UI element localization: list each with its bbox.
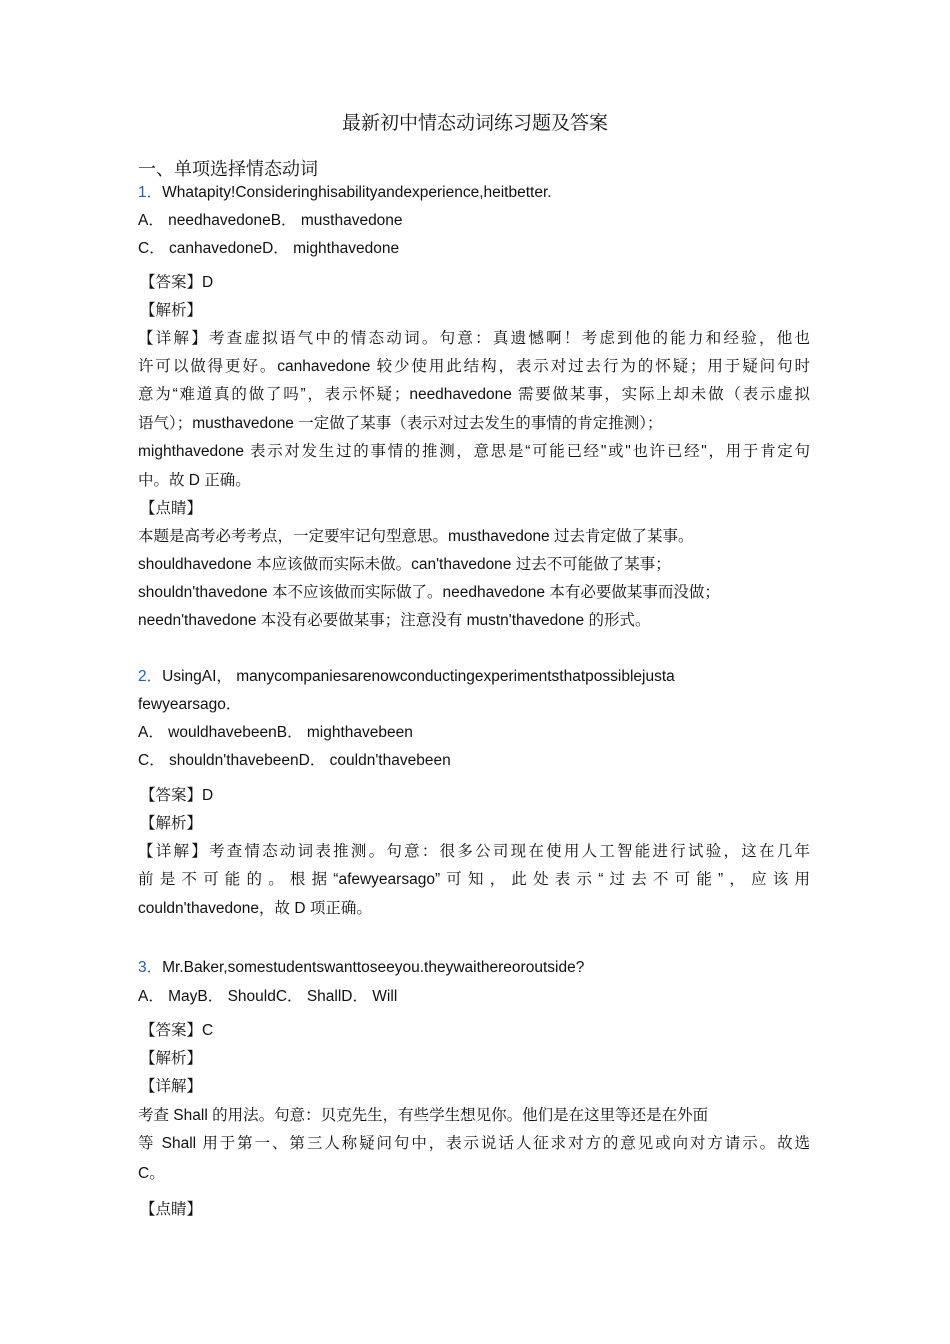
question-3-detail-line: C。 [138, 1165, 165, 1182]
question-3-stem [138, 958, 584, 978]
question-1-analysis-label: 【解析】 [140, 302, 203, 319]
question-1-detail-line: 【详解】考查虚拟语气中的情态动词。句意：真遗憾啊！考虑到他的能力和经验，他也 [138, 330, 810, 347]
question-2-answer: 【答案】D [140, 787, 214, 804]
question-1-tip-line: shouldhavedone 本应该做而实际未做。can'thavedone 过去不可能做了某事； [138, 556, 671, 573]
question-1-options-cd: C． canhavedoneD． mighthavedone [138, 240, 400, 257]
question-2-options-ab: A． wouldhavebeenB． mighthavebeen [138, 724, 413, 741]
question-2-detail-line: 【详解】考查情态动词表推测。句意：很多公司现在使用人工智能进行试验，这在几年 [138, 843, 810, 860]
question-3-detail-line: 考查 Shall 的用法。句意：贝克先生，有些学生想见你。他们是在这里等还是在外面 [138, 1107, 709, 1124]
question-3-answer: 【答案】C [140, 1022, 214, 1039]
question-1-tip-line: 本题是高考必考考点，一定要牢记句型意思。musthavedone 过去肯定做了某事。 [138, 528, 694, 545]
question-1-detail-line: 语气）；musthavedone 一定做了某事（表示对过去发生的事情的肯定推测）； [138, 415, 663, 432]
question-number: 2． [138, 668, 163, 685]
question-2-analysis-label: 【解析】 [140, 815, 203, 832]
question-2-options-cd: C． shouldn'thavebeenD． couldn'thavebeen [138, 752, 451, 769]
section-heading: 一、单项选择情态动词 [138, 159, 318, 180]
question-1-detail-line: mighthavedone 表示对发生过的事情的推测，意思是“可能已经"或"也许已经"，用于肯定句 [138, 443, 810, 460]
question-3-options: A． MayB． ShouldC． ShallD． Will [138, 988, 398, 1005]
question-1-detail-line: 意为“难道真的做了吗”，表示怀疑；needhavedone 需要做某事，实际上却未做（表示虚拟 [138, 386, 810, 403]
question-1-answer: 【答案】D [140, 274, 214, 291]
question-text: UsingAI， manycompaniesarenowconductingexperimentsthatpossiblejusta [162, 668, 675, 685]
question-2-stem [138, 667, 675, 687]
question-3-tip-label: 【点睛】 [140, 1201, 203, 1218]
question-3-detail-label: 【详解】 [140, 1078, 203, 1095]
page-title: 最新初中情态动词练习题及答案 [341, 112, 608, 134]
question-3-detail-line: 等 Shall 用于第一、第三人称疑问句中，表示说话人征求对方的意见或向对方请示。故选 [138, 1135, 810, 1152]
question-text: Mr.Baker,somestudentswanttoseeyou.theywaithereoroutside? [162, 959, 585, 976]
question-number: 3． [138, 959, 163, 976]
question-1-detail-line: 中。故 D 正确。 [138, 472, 251, 489]
question-1-options-ab: A． needhavedoneB． musthavedone [138, 212, 403, 229]
question-1-tip-line: shouldn'thavedone 本不应该做而实际做了。needhavedone 本有必要做某事而没做； [138, 584, 720, 601]
question-1-stem [138, 183, 552, 203]
question-3-analysis-label: 【解析】 [140, 1050, 203, 1067]
question-1-detail-line: 许可以做得更好。canhavedone 较少使用此结构，表示对过去行为的怀疑；用于疑问句时 [138, 358, 810, 375]
question-2-detail-line: 前是不可能的。根据“afewyearsago”可知，此处表示“过去不可能”，应该用 [138, 871, 810, 888]
question-2-detail-line: couldn'thavedone，故 D 项正确。 [138, 900, 372, 917]
question-1-tip-label: 【点睛】 [140, 500, 203, 517]
question-number: 1． [138, 184, 163, 201]
question-1-tip-line: needn'thavedone 本没有必要做某事；注意没有 mustn'thavedone 的形式。 [138, 612, 651, 629]
question-text: Whatapity!Consideringhisabilityandexperience,heitbetter. [162, 184, 552, 201]
question-2-stem-cont: fewyearsago． [138, 696, 242, 713]
